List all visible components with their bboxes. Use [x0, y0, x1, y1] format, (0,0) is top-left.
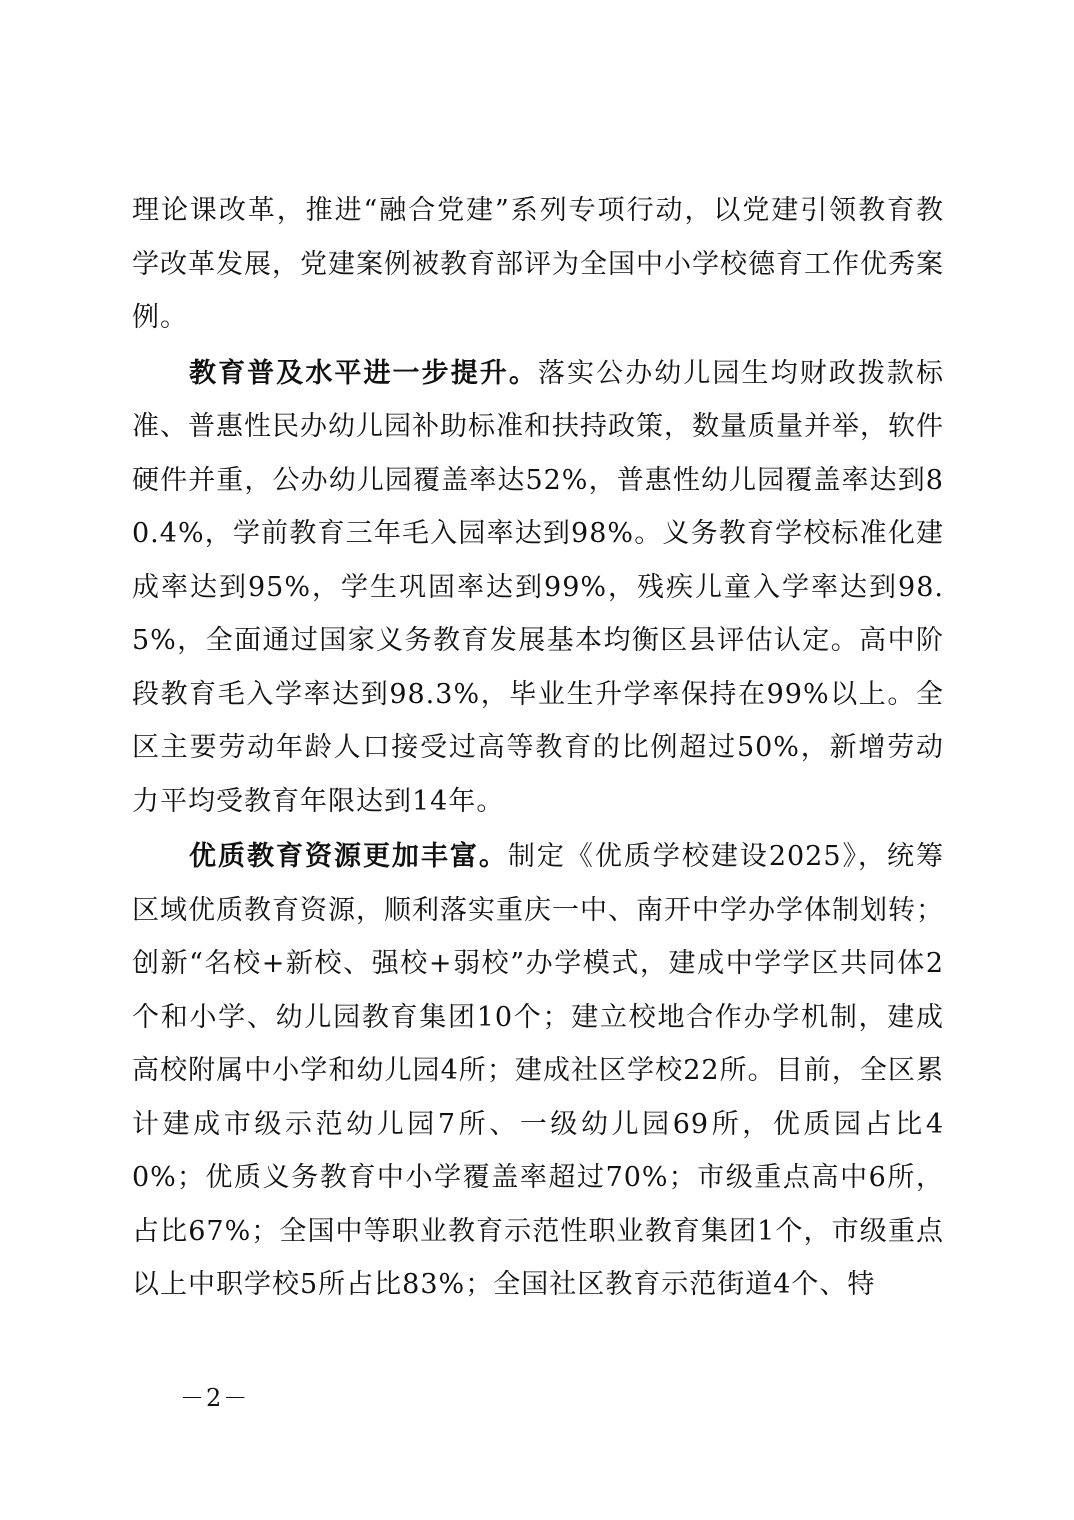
page-number: －2－ [180, 1384, 250, 1412]
paragraph-education-popularization [132, 347, 944, 829]
paragraph-quality-resources [132, 830, 944, 1312]
paragraph-lead-heading: 教育普及水平进一步提升。 [189, 357, 538, 389]
paragraph-text: 理论课改革，推进“融合党建”系列专项行动，以党建引领教育教学改革发展，党建案例被教育部评为全国中小学校德育工作优秀案例。 [132, 195, 944, 333]
body-text [132, 184, 944, 1314]
paragraph-continuation [132, 184, 944, 345]
paragraph-text: 制定《优质学校建设2025》，统筹区域优质教育资源，顺利落实重庆一中、南开中学办学体制划转；创新“名校+新校、强校+弱校”办学模式，建成中学学区共同体2个和小学、幼儿园教育集团10个；建立校地合作办学机制，建成高校附属中小学和幼儿园4所；建成社区学校22所。目前，全区累计建成市级示范幼儿园7所、一级幼儿园69所，优质园占比40%；优质义务教育中小学覆盖率超过70%；市级重点高中6所，占比67%；全国中等职业教育示范性职业教育集团1个，市级重点以上中职学校5所占比83%；全国社区教育示范街道4个、特 [132, 841, 945, 1300]
paragraph-text: 落实公办幼儿园生均财政拨款标准、普惠性民办幼儿园补助标准和扶持政策，数量质量并举，软件硬件并重，公办幼儿园覆盖率达52%，普惠性幼儿园覆盖率达到80.4%，学前教育三年毛入园率达到98%。义务教育学校标准化建成率达到95%，学生巩固率达到99%，残疾儿童入学率达到98.5%，全面通过国家义务教育发展基本均衡区县评估认定。高中阶段教育毛入学率达到98.3%，毕业生升学率保持在99%以上。全区主要劳动年龄人口接受过高等教育的比例超过50%，新增劳动力平均受教育年限达到14年。 [132, 357, 945, 817]
paragraph-lead-heading: 优质教育资源更加丰富。 [189, 841, 508, 872]
